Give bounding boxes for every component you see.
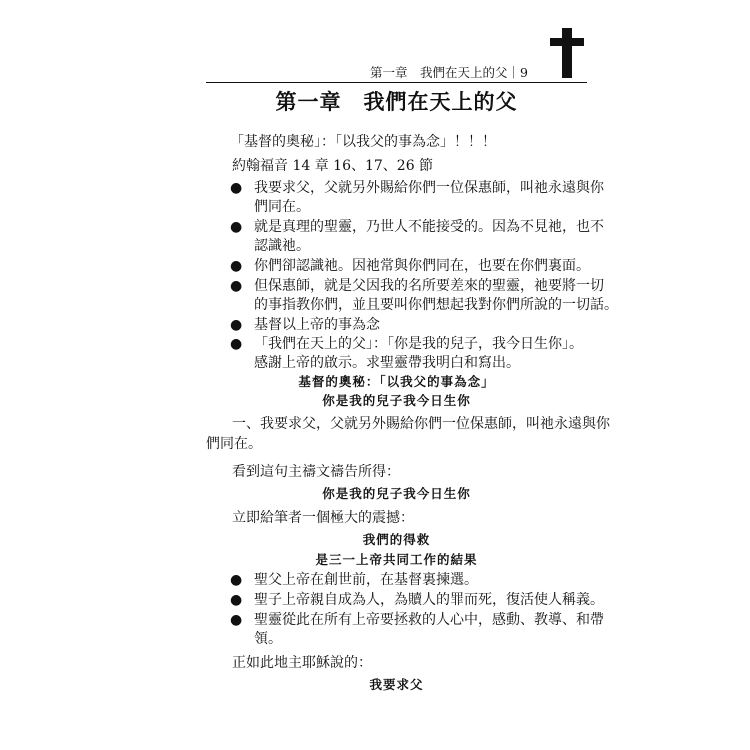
bullet-icon: ● [230,336,243,352]
bullet-icon: ● [230,180,243,196]
paragraph-line: 立即給筆者一個極大的震撼： [232,510,414,526]
bullet-icon: ● [230,278,243,294]
list-item-line: 「我們在天上的父」：「你是我的兒子，我今日生你」。 [254,336,583,352]
list-item-line: 我要求父，父就另外賜給你們一位保惠師，叫祂永遠與你 [254,180,604,196]
running-header: 第一章 我們在天上的父｜9 [370,65,528,80]
paragraph-line: 看到這句主禱文禱告所得： [232,464,400,480]
bullet-icon: ● [230,258,243,274]
center-heading: 你是我的兒子我今日生你 [322,393,471,408]
center-heading: 你是我的兒子我今日生你 [322,486,471,501]
bullet-icon: ● [230,219,243,235]
list-item-line: 基督以上帝的事為念 [254,317,380,333]
center-heading: 我要求父 [369,677,424,692]
list-item-line: 但保惠師，就是父因我的名所要差來的聖靈，祂要將一切 [254,278,604,294]
paragraph-line: 們同在。 [206,436,262,452]
list-item-line: 感謝上帝的啟示。求聖靈帶我明白和寫出。 [254,355,520,371]
paragraph-line: 正如此地主耶穌說的： [232,655,372,671]
list-item-line: 的事指教你們，並且要叫你們想起我對你們所說的一切話。 [254,297,618,313]
bullet-icon: ● [230,317,243,333]
header-rule [206,82,587,83]
list-item-line: 就是真理的聖靈，乃世人不能接受的。因為不見祂，也不 [254,219,604,235]
list-item-line: 你們卻認識祂。因祂常與你們同在，也要在你們裏面。 [254,258,590,274]
list-item-line: 認識祂。 [254,238,310,254]
intro-quote: 「基督的奧秘」：「以我父的事為念」！！！ [230,134,496,150]
chapter-title: 第一章 我們在天上的父 [275,89,518,114]
scripture-reference: 約翰福音 14 章 16、17、26 節 [232,158,434,174]
paragraph-line: 一、我要求父，父就另外賜給你們一位保惠師，叫祂永遠與你 [232,416,610,432]
list-item-line: 領。 [254,631,282,647]
center-heading: 我們的得救 [362,532,431,547]
bullet-icon: ● [230,592,243,608]
list-item-line: 聖靈從此在所有上帝要拯救的人心中，感動、教導、和帶 [254,612,604,628]
bullet-icon: ● [230,612,243,628]
center-heading: 基督的奧秘：「以我父的事為念」 [298,374,495,389]
center-heading: 是三一上帝共同工作的結果 [315,552,478,567]
list-item-line: 聖父上帝在創世前，在基督裏揀選。 [254,572,478,588]
list-item-line: 們同在。 [254,199,310,215]
list-item-line: 聖子上帝親自成為人，為贖人的罪而死，復活使人稱義。 [254,592,604,608]
bullet-icon: ● [230,572,243,588]
